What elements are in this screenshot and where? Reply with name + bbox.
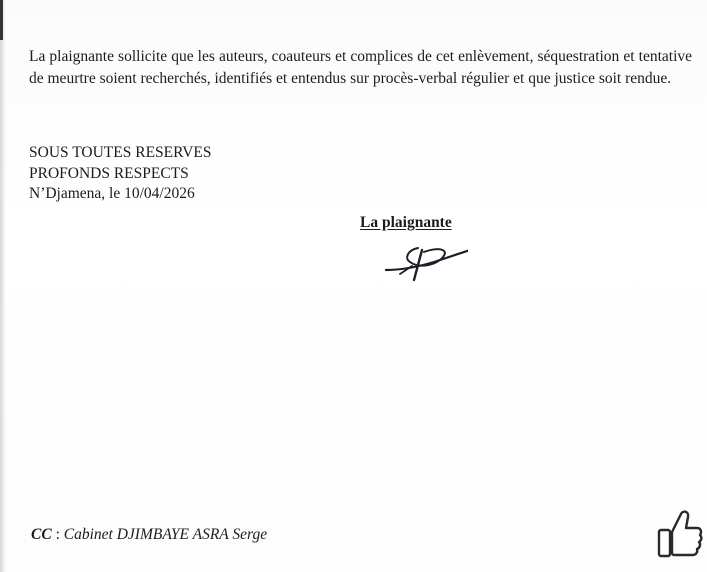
closing-line-reserves: SOUS TOUTES RESERVES [29, 144, 212, 161]
paper-edge-mark [0, 0, 3, 40]
handwritten-signature-icon [378, 236, 468, 282]
closing-block [29, 143, 212, 205]
cc-separator: : [51, 526, 64, 543]
cc-line [31, 526, 267, 544]
signature-block [360, 214, 480, 232]
signature-label: La plaignante [360, 214, 452, 231]
place-date-line: N’Djamena, le 10/04/2026 [29, 185, 195, 202]
thumbs-up-icon[interactable] [657, 508, 703, 560]
cc-label: CC [31, 526, 52, 543]
paper-edge-shadow [0, 0, 6, 572]
cc-recipient: Cabinet DJIMBAYE ASRA Serge [63, 526, 268, 543]
closing-line-respects: PROFONDS RESPECTS [29, 164, 189, 182]
body-paragraph: La plaignante sollicite que les auteurs, coauteurs et complices de cet enlèvement, séquestration et tentative de meurtre soient recherchés, identifiés et entendus sur procès-verbal régulier et que justice soit rendue. [29, 48, 692, 87]
